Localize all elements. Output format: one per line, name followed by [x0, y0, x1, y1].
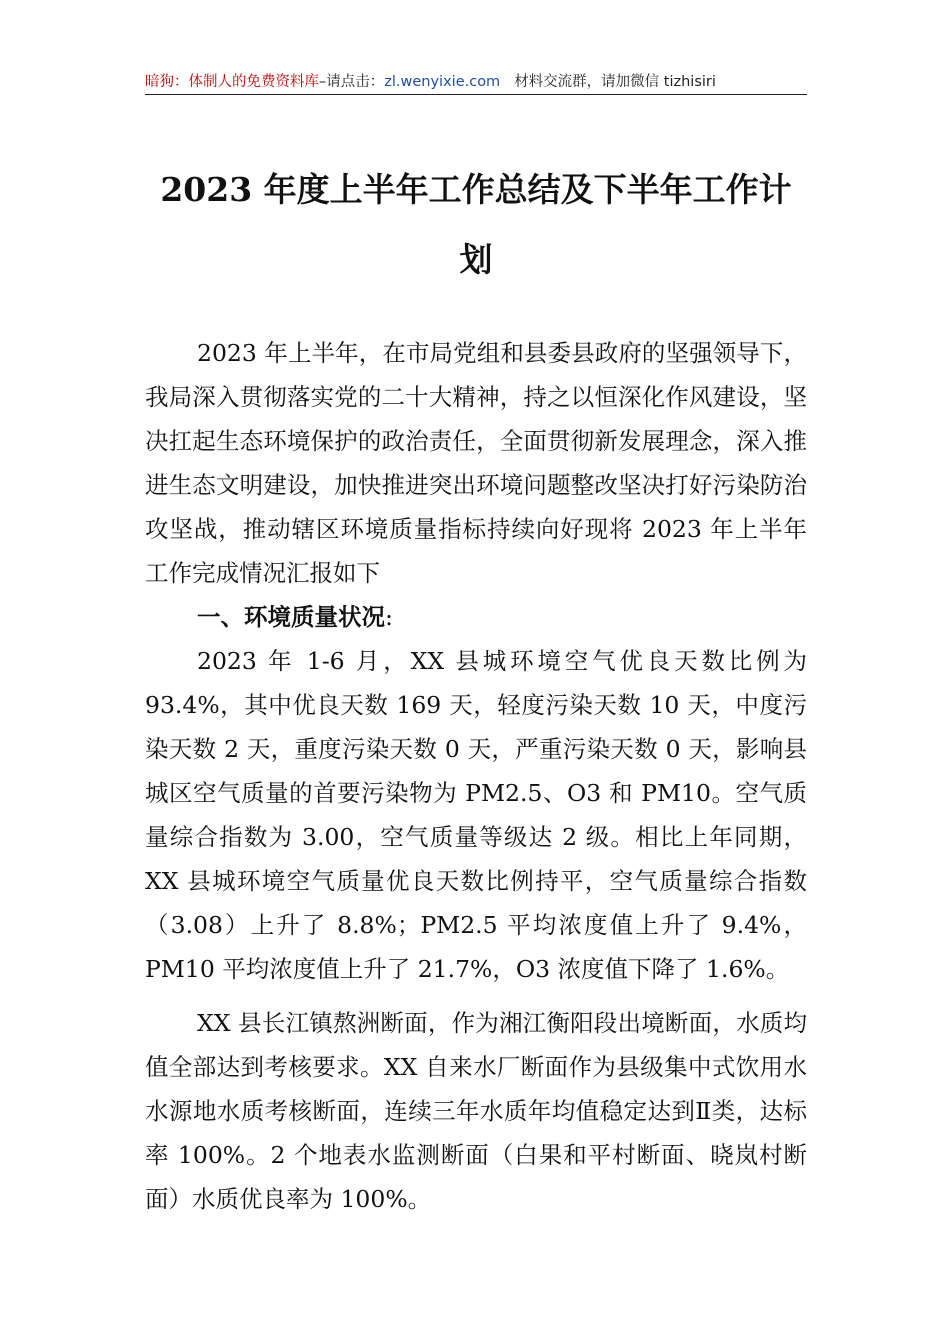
section-1-heading: 一、环境质量状况 [197, 603, 385, 631]
header-group-text: 材料交流群，请加微信 tizhisiri [514, 74, 716, 90]
document-header [145, 70, 807, 94]
header-site-link[interactable]: zl.wenyixie.com [384, 74, 501, 90]
section-1-heading-colon: : [385, 603, 393, 631]
header-click-text: –请点击： [319, 74, 385, 90]
header-divider [145, 94, 807, 95]
section-1-heading-line [145, 595, 807, 639]
header-promo-text: 暗狗：体制人的免费资料库 [145, 74, 319, 90]
document-title: 2023 年度上半年工作总结及下半年工作计划 [160, 170, 792, 279]
water-quality-paragraph: XX 县长江镇熬洲断面，作为湘江衡阳段出境断面，水质均值全部达到考核要求。XX 自来水厂断面作为县级集中式饮用水水源地水质考核断面，连续三年水质年均值稳定达到Ⅱ类，达标率 100%。2 个地表水监测断面（白果和平村断面、晓岚村断面）水质优良率为 100%。 [145, 1009, 807, 1213]
intro-paragraph: 2023 年上半年，在市局党组和县委县政府的坚强领导下，我局深入贯彻落实党的二十大精神，持之以恒深化作风建设，坚决扛起生态环境保护的政治责任，全面贯彻新发展理念，深入推进生态文明建设，加快推进突出环境问题整改坚决打好污染防治攻坚战，推动辖区环境质量指标持续向好现将 2023 年上半年工作完成情况汇报如下 [145, 339, 807, 587]
document-body [145, 331, 807, 1221]
air-quality-paragraph: 2023 年 1-6 月，XX 县城环境空气优良天数比例为 93.4%，其中优良天数 169 天，轻度污染天数 10 天，中度污染天数 2 天，重度污染天数 0 天，严重污染天数 0 天，影响县城区空气质量的首要污染物为 PM2.5、O3 和 PM10。空气质量综合指数为 3.00，空气质量等级达 2 级。相比上年同期，XX 县城环境空气质量优良天数比例持平，空气质量综合指数（3.08）上升了 8.8%；PM2.5 平均浓度值上升了 9.4%，PM10 平均浓度值上升了 21.7%，O3 浓度值下降了 1.6%。 [145, 647, 807, 983]
